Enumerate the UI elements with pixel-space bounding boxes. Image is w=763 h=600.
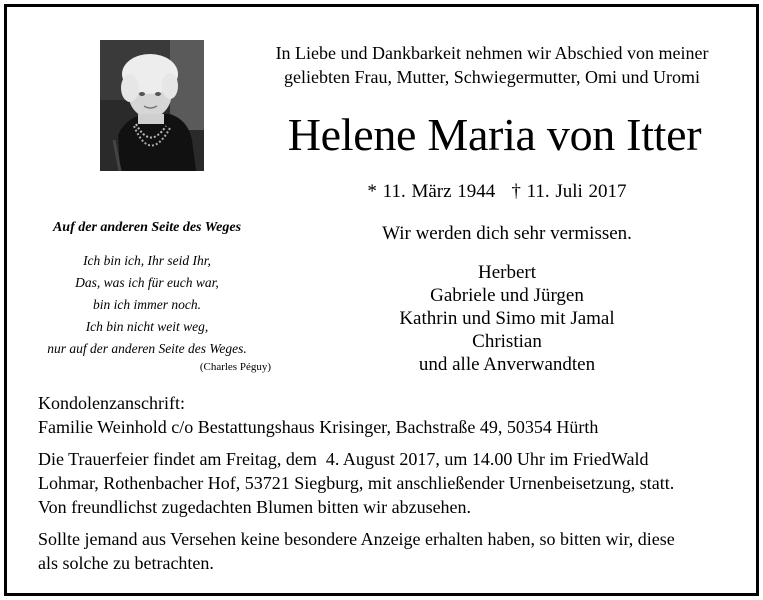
mourner-name: Kathrin und Simo mit Jamal <box>399 308 615 329</box>
notice-line: als solche zu betrachten. <box>38 553 214 573</box>
life-dates <box>337 180 657 204</box>
mourner-name: Gabriele und Jürgen <box>430 285 584 306</box>
mourner-name: und alle Anverwandten <box>418 354 596 375</box>
deceased-name: Helene Maria von Itter <box>287 109 702 160</box>
poem-title: Auf der anderen Seite des Weges <box>52 220 242 235</box>
portrait-photo <box>100 40 204 171</box>
poem-line: Ich bin ich, Ihr seid Ihr, <box>83 253 211 268</box>
portrait-image <box>100 40 204 171</box>
condolence-address <box>38 391 738 439</box>
intro-line: In Liebe und Dankbarkeit nehmen wir Abschied von meiner <box>275 43 709 63</box>
poem <box>27 250 267 360</box>
ceremony-line: Die Trauerfeier findet am Freitag, dem 4. August 2017, um 14.00 Uhr im FriedWald <box>38 449 649 469</box>
intro-text <box>257 41 727 89</box>
poem-line: bin ich immer noch. <box>93 297 201 312</box>
mourners-list <box>337 261 677 376</box>
ceremony-line: Lohmar, Rothenbacher Hof, 53721 Siegburg, mit anschließender Urnenbeisetzung, statt. <box>38 473 675 493</box>
ceremony-line: Von freundlichst zugedachten Blumen bitten wir abzusehen. <box>38 497 472 517</box>
mourner-name: Christian <box>472 331 542 352</box>
obituary-notice <box>4 4 759 596</box>
poem-credit: (Charles Péguy) <box>199 361 271 373</box>
ceremony-info <box>38 447 728 519</box>
birth-date: * 11. März 1944 <box>367 181 496 202</box>
farewell-line: Wir werden dich sehr vermissen. <box>382 223 632 244</box>
poem-line: nur auf der anderen Seite des Weges. <box>47 341 247 356</box>
death-date: † 11. Juli 2017 <box>511 181 627 202</box>
poem-line: Ich bin nicht weit weg, <box>85 319 209 334</box>
poem-line: Das, was ich für euch war, <box>75 275 219 290</box>
mourner-name: Herbert <box>477 262 537 283</box>
condolence-label: Kondolenzanschrift: <box>38 393 185 413</box>
intro-line: geliebten Frau, Mutter, Schwiegermutter, Omi und Uromi <box>284 67 700 87</box>
condolence-address-line: Familie Weinhold c/o Bestattungshaus Krisinger, Bachstraße 49, 50354 Hürth <box>38 417 599 437</box>
notice-text <box>38 527 728 575</box>
notice-line: Sollte jemand aus Versehen keine besondere Anzeige erhalten haben, so bitten wir, diese <box>38 529 675 549</box>
